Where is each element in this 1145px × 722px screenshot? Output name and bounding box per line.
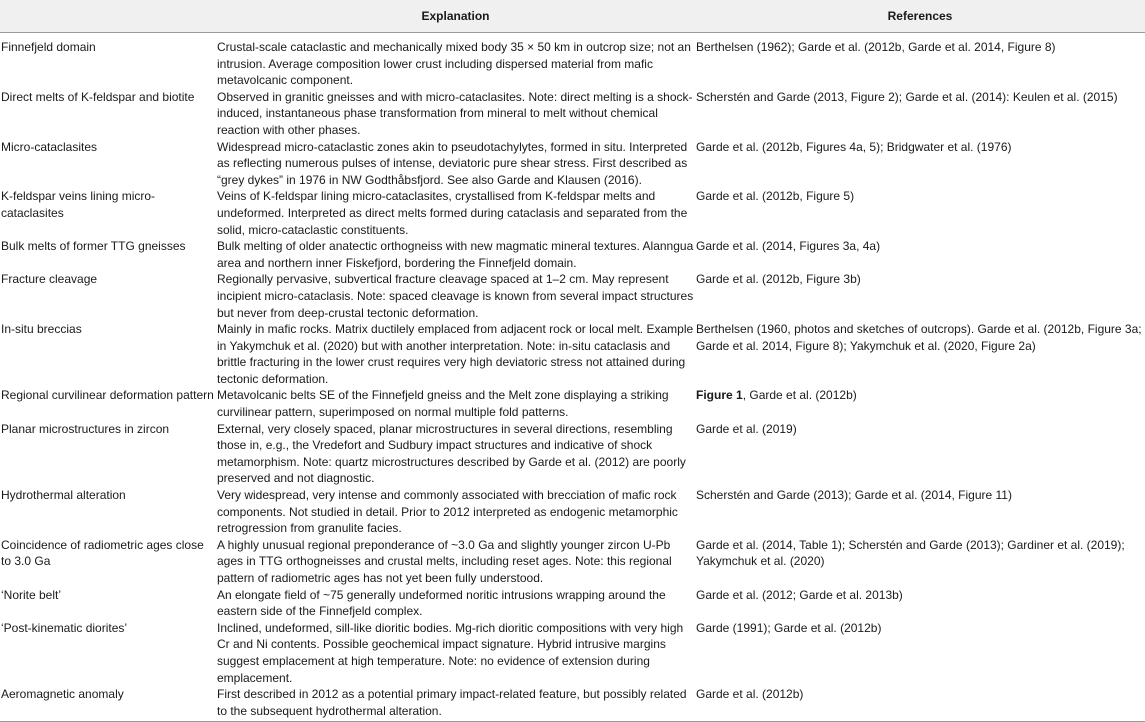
header-explanation: Explanation [216, 0, 695, 33]
explanation-cell: Regionally pervasive, subvertical fracture cleavage spaced at 1–2 cm. May represent incipient micro-cataclasis. Note: spaced cleavage is known from several impact structures but never from deep-crustal tectonic deformation. [217, 272, 694, 320]
references-cell: Berthelsen (1962); Garde et al. (2012b, Garde et al. 2014, Figure 8) [696, 40, 1056, 54]
feature-cell: K-feldspar veins lining micro-cataclasites [1, 189, 156, 220]
table-row [0, 188, 1145, 238]
table-row [0, 587, 1145, 620]
table-row [0, 620, 1145, 686]
feature-cell: Bulk melts of former TTG gneisses [1, 239, 186, 254]
feature-cell: Coincidence of radiometric ages close to 3.0 Ga [1, 537, 204, 569]
references-cell: Garde et al. (2012b, Figures 4a, 5); Bridgwater et al. (1976) [696, 139, 1012, 154]
figure-reference: Figure 1 [696, 388, 743, 403]
feature-cell: Hydrothermal alteration [1, 488, 126, 503]
feature-cell: Fracture cleavage [1, 272, 98, 287]
table-row [0, 238, 1145, 271]
header-references: References [695, 0, 1145, 33]
references-cell: Garde et al. (2014, Table 1); Scherstén and Garde (2013); Gardiner et al. (2019); Yakymchuk et al. (2020) [696, 537, 1125, 569]
table-row [0, 33, 1145, 89]
table-row [0, 89, 1145, 139]
explanation-cell: Metavolcanic belts SE of the Finnefjeld gneiss and the Melt zone displaying a striking curvilinear pattern, superimposed on normal multiple fold patterns. [217, 388, 669, 420]
table-row [0, 537, 1145, 587]
feature-cell: Planar microstructures in zircon [1, 421, 170, 436]
references-cell [695, 387, 1145, 420]
table-row [0, 387, 1145, 420]
references-text: , Garde et al. (2012b) [742, 388, 857, 403]
explanation-cell: Widespread micro-cataclastic zones akin to pseudotachylytes, formed in situ. Interpreted as reflecting numerous pulses of intense, deviatoric pure shear stress. First described as “grey dykes” in 1976 in NW Godthåbsfjord. See also Garde and Klausen (2016). [217, 139, 688, 187]
explanation-cell: An elongate field of ~75 generally undeformed noritic intrusions wrapping around the eastern side of the Finnefjeld complex. [217, 587, 666, 619]
feature-cell: In-situ breccias [1, 322, 82, 337]
table-row [0, 271, 1145, 321]
table-row [0, 487, 1145, 537]
references-cell: Garde et al. (2014, Figures 3a, 4a) [696, 239, 881, 254]
references-cell: Garde et al. (2012; Garde et al. 2013b) [696, 587, 903, 602]
feature-cell: Finnefjeld domain [1, 40, 96, 54]
explanation-cell: External, very closely spaced, planar microstructures in several directions, resembling those in, e.g., the Vredefort and Sudbury impact structures and indicative of shock metamorphism. Note: quartz microstructures described by Garde et al. (2012) are poorly preserved and not diagnostic. [217, 421, 686, 486]
feature-cell: ‘Norite belt’ [1, 587, 62, 602]
header-feature [0, 0, 216, 33]
explanation-cell: First described in 2012 as a potential primary impact-related feature, but possibly related to the subsequent hydrothermal alteration. [216, 686, 695, 722]
table-header-row [0, 0, 1145, 33]
table-row [0, 686, 1145, 722]
feature-cell: Direct melts of K-feldspar and biotite [1, 89, 195, 104]
explanation-cell: Crustal-scale cataclastic and mechanically mixed body 35 × 50 km in outcrop size; not an intrusion. Average composition lower crust including dispersed material from mafic metavolcanic component. [217, 40, 691, 88]
feature-cell: Regional curvilinear deformation pattern [1, 388, 214, 403]
table-row [0, 139, 1145, 189]
references-cell: Berthelsen (1960, photos and sketches of outcrops). Garde et al. (2012b, Figure 3a; Garde et al. 2014, Figure 8); Yakymchuk et al. (2020, Figure 2a) [696, 322, 1142, 353]
explanation-cell: Very widespread, very intense and commonly associated with brecciation of mafic rock components. Not studied in detail. Prior to 2012 interpreted as endogenic metamorphic retrogression from granulite facies. [217, 488, 678, 536]
references-cell: Scherstén and Garde (2013); Garde et al. (2014, Figure 11) [696, 488, 1012, 503]
references-cell: Garde et al. (2012b) [695, 686, 1145, 722]
explanation-cell: A highly unusual regional preponderance of ~3.0 Ga and slightly younger zircon U-Pb ages in TTG orthogneisses and crustal melts, including reset ages. Note: this regional pattern of radiometric ages has not yet been fully understood. [217, 537, 672, 585]
explanation-cell: Mainly in mafic rocks. Matrix ductilely emplaced from adjacent rock or local melt. Example in Yakymchuk et al. (2020) but with another interpretation. Note: in-situ cataclasis and brittle fracturing in the lower crust requires very high deviatoric stress not attained during tectonic deformation. [217, 322, 694, 386]
references-cell: Scherstén and Garde (2013, Figure 2); Garde et al. (2014): Keulen et al. (2015) [696, 89, 1118, 104]
feature-cell: Micro-cataclasites [1, 139, 98, 154]
references-cell: Garde et al. (2012b, Figure 5) [696, 189, 855, 204]
table-row [0, 421, 1145, 487]
explanation-cell: Observed in granitic gneisses and with micro-cataclasites. Note: direct melting is a shock-induced, instantaneous phase transformation from mineral to melt without chemical reaction with other phases. [217, 89, 693, 137]
references-cell: Garde (1991); Garde et al. (2012b) [696, 620, 882, 635]
explanation-cell: Veins of K-feldspar lining micro-cataclasites, crystallised from K-feldspar melts and undeformed. Interpreted as direct melts formed during cataclasis and separated from the solid, micro-cataclastic constituents. [217, 189, 688, 237]
references-cell: Garde et al. (2012b, Figure 3b) [696, 272, 861, 287]
feature-cell: ‘Post-kinematic diorites’ [1, 620, 128, 635]
references-cell: Garde et al. (2019) [696, 421, 797, 436]
explanation-cell: Inclined, undeformed, sill-like dioritic bodies. Mg-rich dioritic compositions with very high Cr and Ni contents. Possible geochemical impact signature. Hybrid intrusive margins suggest emplacement at high temperature. Note: no evidence of extension during emplacement. [217, 620, 684, 685]
feature-cell: Aeromagnetic anomaly [0, 686, 216, 722]
explanation-cell: Bulk melting of older anatectic orthogneiss with new magmatic mineral textures. Alanngua area and northern inner Fiskefjord, bordering the Finnefjeld domain. [217, 239, 694, 270]
table-row [0, 321, 1145, 387]
